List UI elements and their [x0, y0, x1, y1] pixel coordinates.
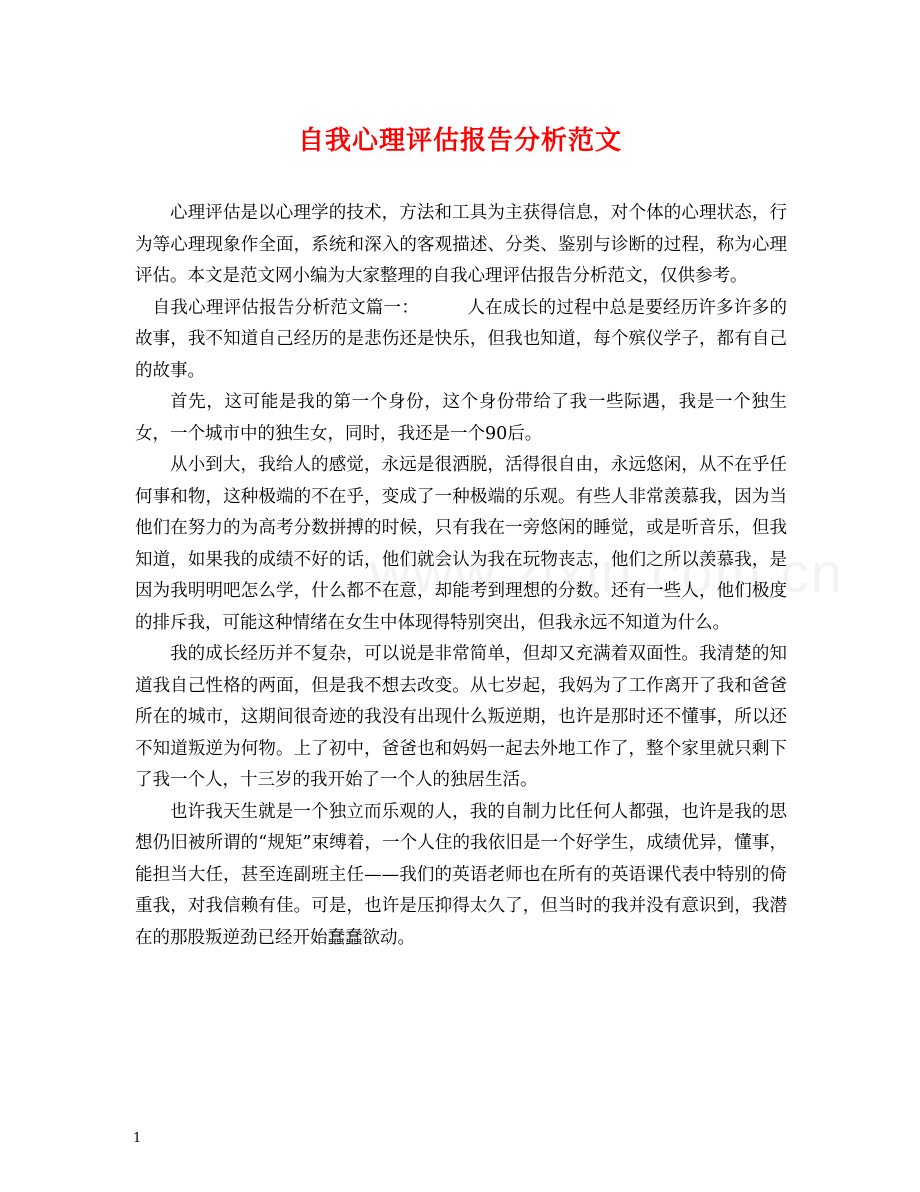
- body-paragraph-1: 首先，这可能是我的第一个身份，这个身份带给了我一些际遇，我是一个独生女，一个城市中的独生女，同时，我还是一个90后。: [135, 392, 787, 444]
- section-heading: 自我心理评估报告分析范文篇一：: [152, 297, 420, 318]
- section-first-text: 人在成长的过程中总是要经历许多许多的故事，我不知道自己经历的是悲伤还是快乐，但我也知道，每个殡仪学子，都有自己的故事。: [135, 297, 788, 381]
- section-first-paragraph: [135, 293, 787, 388]
- body-paragraph-3: 我的成长经历并不复杂，可以说是非常简单，但却又充满着双面性。我清楚的知道我自己性格的两面，但是我不想去改变。从七岁起，我妈为了工作离开了我和爸爸所在的城市，这期间很奇迹的我没有出现什么叛逆期，也许是那时还不懂事，所以还不知道叛逆为何物。上了初中，爸爸也和妈妈一起去外地工作了，整个家里就只剩下了我一个人，十三岁的我开始了一个人的独居生活。: [135, 644, 787, 790]
- page-number: 1: [133, 1131, 142, 1146]
- body-paragraph-2: 从小到大，我给人的感觉，永远是很洒脱，活得很自由，永远悠闲，从不在乎任何事和物，这种极端的不在乎，变成了一种极端的乐观。有些人非常羡慕我，因为当他们在努力的为高考分数拼搏的时候，只有我在一旁悠闲的睡觉，或是听音乐，但我知道，如果我的成绩不好的话，他们就会认为我在玩物丧志，他们之所以羡慕我，是因为我明明吧怎么学，什么都不在意，却能考到理想的分数。还有一些人，他们极度的排斥我，可能这种情绪在女生中体现得特别突出，但我永远不知道为什么。: [135, 455, 787, 633]
- document-body: [135, 198, 787, 954]
- intro-paragraph: 心理评估是以心理学的技术，方法和工具为主获得信息，对个体的心理状态，行为等心理现象作全面，系统和深入的客观描述、分类、鉴别与诊断的过程，称为心理评估。本文是范文网小编为大家整理的自我心理评估报告分析范文，仅供参考。: [135, 203, 787, 286]
- body-paragraph-4: 也许我天生就是一个独立而乐观的人，我的自制力比任何人都强，也许是我的思想仍旧被所谓的“规矩”束缚着，一个人住的我依旧是一个好学生，成绩优异，懂事，能担当大任，甚至连副班主任——我们的英语老师也在所有的英语课代表中特别的倚重我，对我信赖有佳。可是，也许是压抑得太久了，但当时的我并没有意识到，我潜在的那股叛逆劲已经开始蠢蠢欲动。: [135, 801, 787, 948]
- document-title: 自我心理评估报告分析范文: [297, 126, 622, 156]
